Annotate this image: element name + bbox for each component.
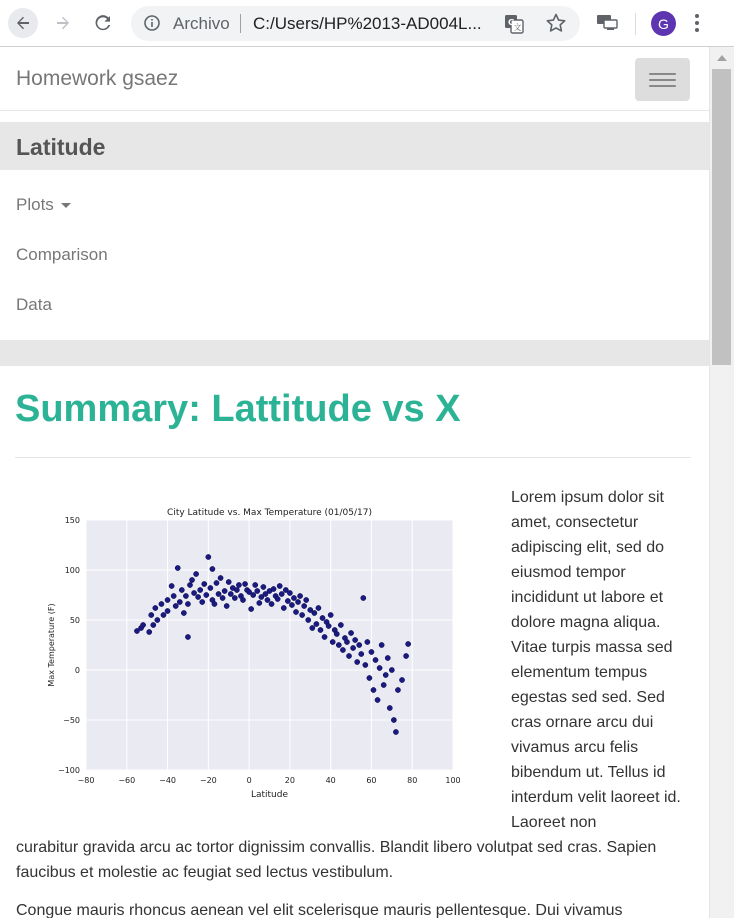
address-bar[interactable] [131,6,580,41]
data-point [200,599,205,604]
data-point [369,649,374,654]
data-point [206,554,211,559]
data-point [208,585,213,590]
data-point [304,597,309,602]
data-point [165,597,170,602]
y-tick-label: −100 [58,766,80,775]
data-point [183,593,188,598]
data-point [165,608,170,613]
data-point [214,580,219,585]
reload-icon[interactable] [88,8,118,38]
data-point [240,597,245,602]
data-point [194,571,199,576]
navbar [0,47,709,111]
data-point [338,622,343,627]
browser-toolbar [0,0,734,47]
data-point [373,657,378,662]
data-point [361,595,366,600]
data-point [177,599,182,604]
data-point [234,587,239,592]
data-point [320,615,325,620]
data-point [300,612,305,617]
data-point [293,609,298,614]
data-point [353,637,358,642]
data-point [232,595,237,600]
data-point [295,599,300,604]
data-point [191,590,196,595]
profile-avatar[interactable]: G [651,11,676,36]
data-point [159,601,164,606]
x-axis-label: Latitude [250,790,289,800]
more-menu-icon[interactable] [694,12,700,39]
data-point [153,605,158,610]
data-point [359,651,364,656]
data-point [281,605,286,610]
data-point [377,665,382,670]
nav-item-plots-label: Plots [16,195,54,214]
data-point [316,605,321,610]
x-tick-label: −60 [118,776,136,785]
summary-paragraph: Lorem ipsum dolor sit amet, consectetur adipiscing elit, sed do eiusmod tempor incididunt ut labore et dolore magna aliqua. Vitae turpis massa sed elementum tempus egestas sed sed. Sed cras ornare arcu dui vivamus arcu felis bibendum ut. Tellus id interdum velit laoreet id. Laoreet non [511,489,681,831]
data-point [385,655,390,660]
data-point [365,639,370,644]
y-axis-label: Max Temperature (F) [47,603,56,687]
navbar-brand[interactable]: Homework gsaez [16,67,179,90]
data-point [179,587,184,592]
y-tick-label: −50 [63,716,80,725]
data-point [328,612,333,617]
translate-icon[interactable] [503,13,525,40]
data-point [269,601,274,606]
summary-paragraph-continued: curabitur gravida arcu ac tortor dignissim convallis. Blandit libero volutpat sed cras. Sapien faucibus et molestie ac feugiat sed lectus vestibulum. [16,839,657,881]
data-point [310,625,315,630]
y-tick-label: 150 [64,516,80,525]
data-point [350,645,355,650]
scrollbar[interactable] [709,47,734,918]
forward-icon[interactable] [48,8,78,38]
data-point [404,653,409,658]
x-tick-label: 100 [445,776,461,785]
data-point [312,610,317,615]
data-point [399,677,404,682]
data-point [181,610,186,615]
y-tick-label: 50 [69,616,80,625]
data-point [363,662,368,667]
data-point [306,617,311,622]
data-point [336,642,341,647]
header-band [0,340,709,366]
data-point [302,603,307,608]
data-point [185,634,190,639]
data-point [140,622,145,627]
omnibox-separator [240,14,241,33]
data-point [189,577,194,582]
scatter-plot [30,502,470,817]
page-content [0,47,709,918]
data-point [406,641,411,646]
x-tick-label: −80 [77,776,95,785]
data-point [216,591,221,596]
scatter-plot-svg [30,502,470,817]
data-point [204,592,209,597]
svg-text:文: 文 [513,23,522,32]
data-point [202,581,207,586]
data-point [228,591,233,596]
data-point [277,583,282,588]
x-tick-label: 60 [366,776,377,785]
nav-item-plots[interactable] [16,195,71,215]
data-point [173,603,178,608]
data-point [187,582,192,587]
data-point [340,647,345,652]
y-tick-label: 100 [64,566,80,575]
data-point [379,642,384,647]
hamburger-bar [649,79,676,81]
nav-item-comparison[interactable]: Comparison [16,245,108,264]
back-icon[interactable] [8,8,38,38]
navbar-toggle-button[interactable] [635,58,690,101]
data-point [355,659,360,664]
nav-item-data[interactable]: Data [16,295,52,314]
data-point [236,582,241,587]
data-point [393,729,398,734]
svg-text:G: G [508,18,515,27]
data-point [253,582,258,587]
data-point [357,642,362,647]
data-point [255,588,260,593]
data-point [291,595,296,600]
data-point [322,634,327,639]
data-point [155,617,160,622]
data-point [169,583,174,588]
data-point [285,598,290,603]
divider [15,457,691,458]
data-point [346,653,351,658]
data-point [185,601,190,606]
data-point [367,675,372,680]
hamburger-bar [649,73,676,75]
data-point [210,566,215,571]
data-point [297,593,302,598]
x-tick-label: 80 [407,776,418,785]
second-paragraph: Congue mauris rhoncus aenean vel elit scelerisque mauris pellentesque. Dui vivamus [16,902,623,918]
data-point [249,606,254,611]
cast-icon[interactable] [595,10,619,37]
caret-down-icon [61,203,71,208]
url-text[interactable]: C:/Users/HP%2013-AD004L... [253,14,482,33]
data-point [175,565,180,570]
chart-title: City Latitude vs. Max Temperature (01/05/17) [167,508,372,518]
y-tick-label: 0 [74,666,80,675]
data-point [224,603,229,608]
x-tick-label: 20 [284,776,295,785]
hamburger-bar [649,85,676,87]
site-info-label[interactable]: Archivo [173,14,230,33]
data-point [242,581,247,586]
scroll-up-arrow-icon[interactable] [717,55,727,61]
data-point [261,584,266,589]
data-point [222,588,227,593]
scrollbar-thumb[interactable] [712,69,731,365]
data-point [220,595,225,600]
data-point [371,687,376,692]
data-point [251,592,256,597]
data-point [271,586,276,591]
data-point [279,591,284,596]
data-point [198,587,203,592]
nav-item-latitude[interactable] [0,122,709,170]
data-point [218,575,223,580]
data-point [330,639,335,644]
data-point [375,697,380,702]
data-point [314,621,319,626]
x-tick-label: 0 [246,776,252,785]
data-point [287,590,292,595]
data-point [161,612,166,617]
data-point [289,602,294,607]
data-point [265,597,270,602]
data-point [389,667,394,672]
data-point [391,717,396,722]
x-tick-label: 40 [325,776,336,785]
data-point [151,622,156,627]
x-tick-label: −20 [199,776,217,785]
data-point [387,705,392,710]
data-point [383,672,388,677]
data-point [149,612,154,617]
toolbar-divider [635,13,636,35]
page-title: Summary: Lattitude vs X [15,388,461,430]
data-point [147,629,152,634]
data-point [348,630,353,635]
data-point [395,687,400,692]
data-point [344,639,349,644]
data-point [275,596,280,601]
data-point [326,623,331,628]
data-point [212,601,217,606]
data-point [334,631,339,636]
data-point [226,579,231,584]
data-point [318,627,323,632]
nav-item-latitude-label: Latitude [16,134,106,160]
data-point [381,682,386,687]
info-icon[interactable] [143,14,161,37]
x-tick-label: −40 [159,776,177,785]
data-point [257,600,262,605]
bookmark-star-icon[interactable] [545,12,567,39]
data-point [196,594,201,599]
data-point [171,593,176,598]
